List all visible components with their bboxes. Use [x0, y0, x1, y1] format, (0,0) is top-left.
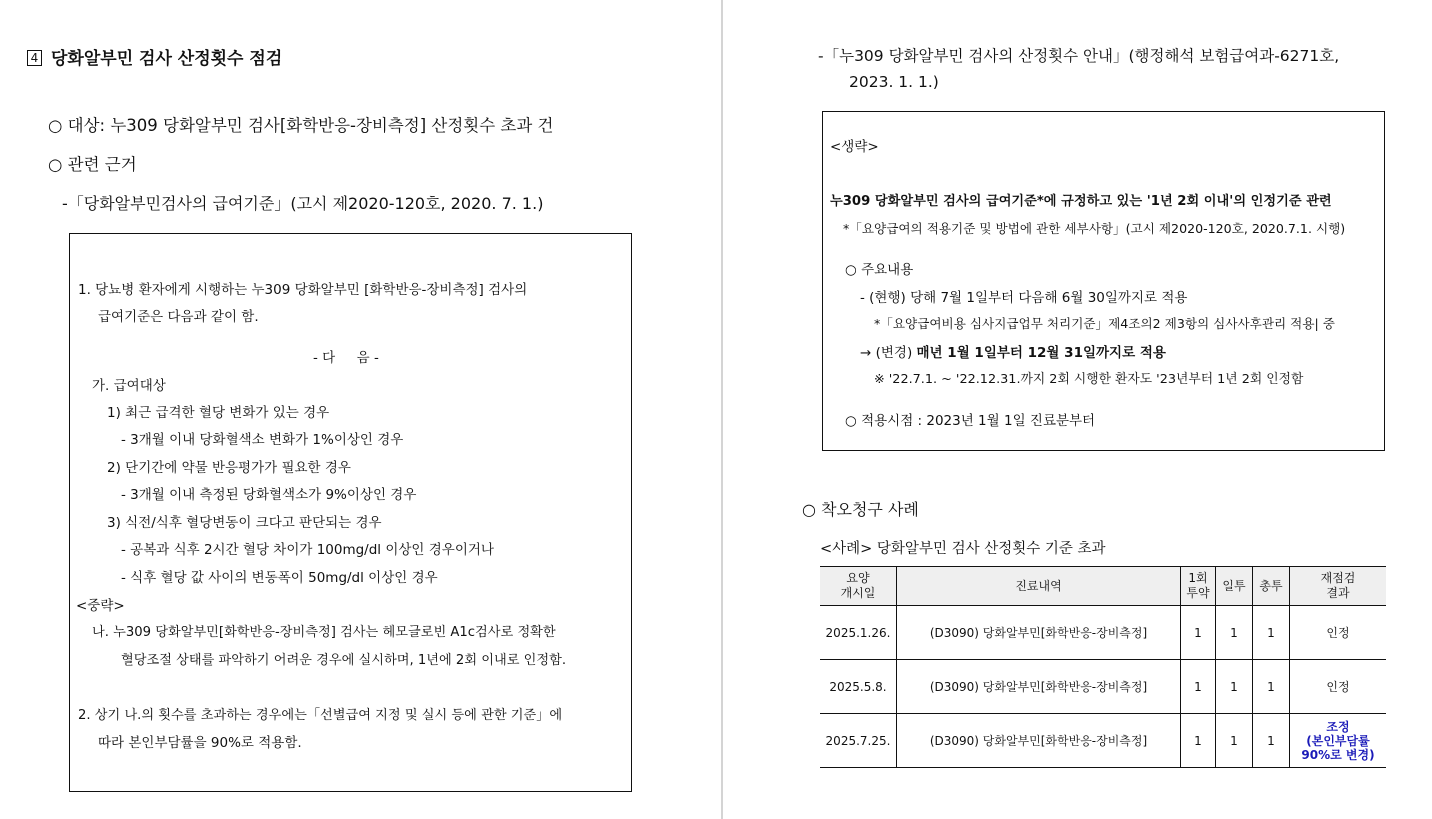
notice-box: [822, 111, 1385, 451]
cell-total: 1: [1253, 660, 1290, 714]
notice-reference: -「누309 당화알부민 검사의 산정횟수 안내」(행정해석 보험급여과-6271호,: [818, 47, 1340, 65]
table-row: [820, 714, 1386, 768]
criteria-line: 나. 누309 당화알부민[화학반응-장비측정] 검사는 헤모글로빈 A1c검사로 정확한: [92, 625, 556, 640]
cell-result-adjusted: [1290, 714, 1387, 768]
criteria-line: 2. 상기 나.의 횟수를 초과하는 경우에는「선별급여 지정 및 실시 등에 관한 기준」에: [78, 708, 563, 723]
cell-result: 인정: [1290, 660, 1387, 714]
notice-line: <생략>: [830, 139, 879, 155]
table-header-row: [820, 567, 1386, 606]
criteria-line: - 식후 혈당 값 사이의 변동폭이 50mg/dl 이상인 경우: [121, 570, 438, 586]
section-number: 4: [27, 50, 42, 66]
basis-reference: -「당화알부민검사의 급여기준」(고시 제2020-120호, 2020. 7. 1.): [62, 194, 544, 213]
cell-date: 2025.1.26.: [820, 606, 897, 660]
cell-date: 2025.7.25.: [820, 714, 897, 768]
table-row: [820, 660, 1386, 714]
result-note: (본인부담률 90%로 변경): [1301, 733, 1375, 762]
criteria-line: - 공복과 식후 2시간 혈당 차이가 100mg/dl 이상인 경우이거나: [121, 542, 494, 558]
notice-line: ○ 적용시점 : 2023년 1월 1일 진료분부터: [845, 413, 1096, 429]
cell-daily: 1: [1216, 714, 1253, 768]
notice-line: ※ '22.7.1. ~ '22.12.31.까지 2회 시행한 환자도 '23년부터 1년 2회 인정함: [874, 372, 1304, 387]
page-divider: [721, 0, 723, 819]
cell-daily: 1: [1216, 660, 1253, 714]
criteria-line: 3) 식전/식후 혈당변동이 크다고 판단되는 경우: [107, 515, 382, 531]
notice-line: - (현행) 당해 7월 1일부터 다음해 6월 30일까지로 적용: [860, 290, 1188, 306]
section-title: 4 당화알부민 검사 산정횟수 점검: [27, 44, 282, 69]
table-row: [820, 606, 1386, 660]
basis-heading: ○ 관련 근거: [48, 155, 137, 174]
cell-total: 1: [1253, 714, 1290, 768]
notice-line: *「요양급여의 적용기준 및 방법에 관한 세부사항」(고시 제2020-120호, 2020.7.1. 시행): [843, 221, 1346, 236]
criteria-line: 2) 단기간에 약물 반응평가가 필요한 경우: [107, 460, 351, 476]
col-header: 진료내역: [897, 567, 1181, 606]
cell-dose: 1: [1181, 660, 1216, 714]
cases-subheading: <사례> 당화알부민 검사 산정횟수 기준 초과: [820, 541, 1106, 557]
criteria-line: 따라 본인부담률을 90%로 적용함.: [98, 735, 302, 751]
criteria-line: 1) 최근 급격한 혈당 변화가 있는 경우: [107, 405, 330, 421]
criteria-line: 혈당조절 상태를 파악하기 어려운 경우에 실시하며, 1년에 2회 이내로 인정함.: [121, 653, 567, 668]
col-header: 재점검 결과: [1290, 567, 1387, 606]
col-header: 총투: [1253, 567, 1290, 606]
criteria-line: <중략>: [76, 598, 125, 614]
target-line: ○ 대상: 누309 당화알부민 검사[화학반응-장비측정] 산정횟수 초과 건: [48, 116, 554, 135]
cell-detail: (D3090) 당화알부민[화학반응-장비측정]: [897, 660, 1181, 714]
cell-detail: (D3090) 당화알부민[화학반응-장비측정]: [897, 606, 1181, 660]
notice-line: 누309 당화알부민 검사의 급여기준*에 규정하고 있는 '1년 2회 이내'의 인정기준 관련: [830, 194, 1332, 209]
criteria-line: 급여기준은 다음과 같이 함.: [98, 309, 259, 325]
cell-detail: (D3090) 당화알부민[화학반응-장비측정]: [897, 714, 1181, 768]
col-header: 일투: [1216, 567, 1253, 606]
cell-daily: 1: [1216, 606, 1253, 660]
col-header: 요양 개시일: [820, 567, 897, 606]
notice-line: ○ 주요내용: [845, 262, 914, 278]
criteria-line: - 3개월 이내 당화혈색소 변화가 1%이상인 경우: [121, 432, 404, 448]
criteria-line: 가. 급여대상: [92, 378, 166, 394]
cell-dose: 1: [1181, 606, 1216, 660]
result-label: 조정: [1326, 719, 1350, 734]
criteria-line: 1. 당뇨병 환자에게 시행하는 누309 당화알부민 [화학반응-장비측정] 검사의: [78, 282, 528, 298]
cell-result: 인정: [1290, 606, 1387, 660]
cell-total: 1: [1253, 606, 1290, 660]
cell-dose: 1: [1181, 714, 1216, 768]
notice-line: *「요양급여비용 심사지급업무 처리기준」제4조의2 제3항의 심사사후관리 적용| 중: [874, 316, 1335, 331]
notice-reference-date: 2023. 1. 1.): [849, 73, 939, 91]
criteria-line: - 다 음 -: [313, 350, 379, 366]
cell-date: 2025.5.8.: [820, 660, 897, 714]
cases-heading: ○ 착오청구 사례: [802, 500, 919, 519]
cases-table: [820, 566, 1386, 768]
col-header: 1회 투약: [1181, 567, 1216, 606]
criteria-line: - 3개월 이내 측정된 당화혈색소가 9%이상인 경우: [121, 487, 417, 503]
notice-line: → (변경) 매년 1월 1일부터 12월 31일까지로 적용: [860, 345, 1166, 361]
